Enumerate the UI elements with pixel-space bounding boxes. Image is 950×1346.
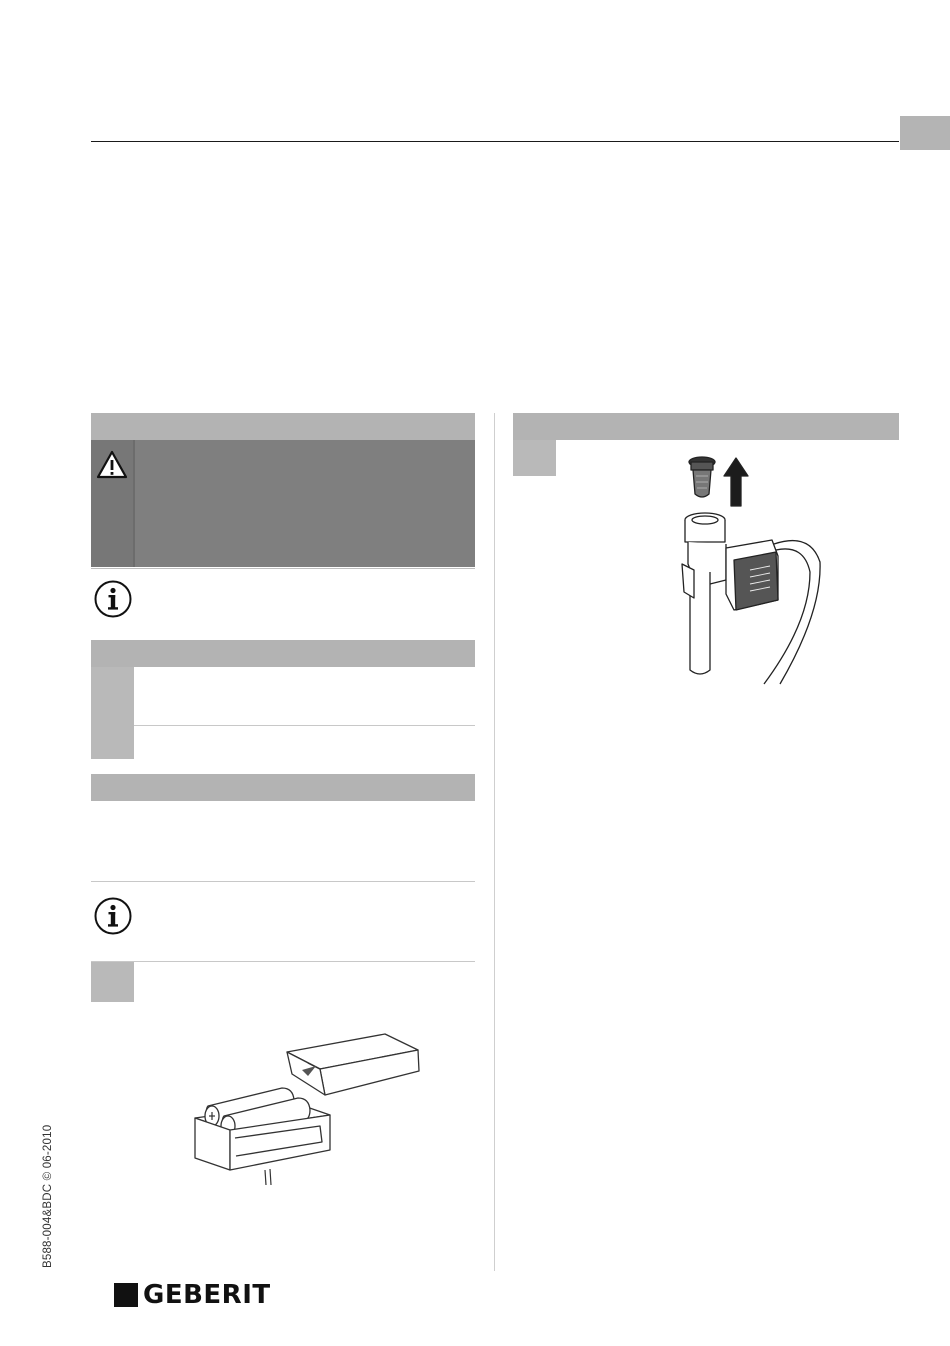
- warning-icon-cell: [91, 440, 133, 567]
- section-header-bar: [513, 413, 899, 440]
- section-header-bar: [91, 640, 475, 667]
- column-divider: [494, 413, 495, 1271]
- step-number-box: [91, 667, 134, 759]
- logo-square-icon: [114, 1283, 138, 1307]
- section-header-bar: [91, 774, 475, 801]
- info-icon: [93, 579, 133, 619]
- step-number-box: [513, 440, 556, 476]
- warning-separator: [133, 440, 135, 567]
- divider: [91, 881, 475, 882]
- step-number-box: [91, 962, 134, 1002]
- warning-block: [91, 440, 475, 567]
- document-code: B588-004&BDC © 06-2010: [42, 1124, 54, 1268]
- language-tab: [900, 116, 950, 150]
- warning-triangle-icon: [96, 450, 128, 480]
- info-icon: [93, 896, 133, 936]
- logo-text: GEBERIT: [143, 1280, 271, 1310]
- geberit-logo: [114, 1281, 271, 1309]
- header-rule: [91, 141, 899, 142]
- divider: [91, 568, 475, 569]
- battery-box-illustration: [190, 1030, 425, 1185]
- divider: [91, 961, 475, 962]
- filter-removal-illustration: [660, 452, 840, 688]
- step-divider: [134, 725, 475, 726]
- section-header-bar: [91, 413, 475, 440]
